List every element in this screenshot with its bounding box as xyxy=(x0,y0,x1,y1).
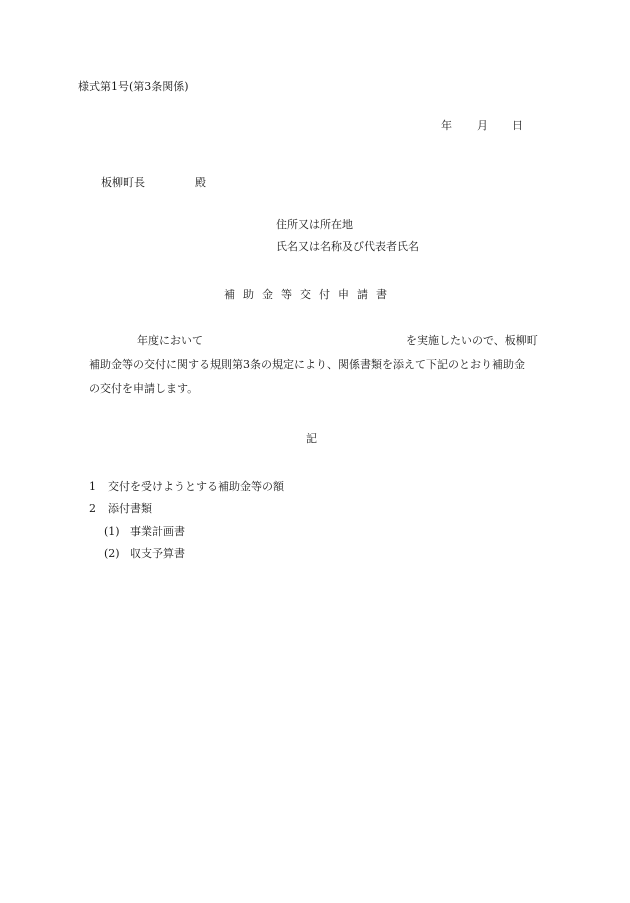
applicant-name-label: 氏名又は名称及び代表者氏名 xyxy=(276,240,419,253)
document-title: 補助金等交付申請書 xyxy=(224,288,395,301)
form-number: 様式第1号(第3条関係) xyxy=(78,80,189,93)
body-line3: の交付を申請します。 xyxy=(89,382,199,395)
sub-item-text: 事業計画書 xyxy=(130,525,185,538)
body-line1-end: を実施したいので、板柳町 xyxy=(406,334,538,347)
sub-item-number: (1) xyxy=(104,525,120,538)
sub-item-number: (2) xyxy=(104,547,120,560)
date-year: 年 xyxy=(441,119,452,132)
addressee-name: 板柳町長 xyxy=(101,176,145,189)
list-item-text: 交付を受けようとする補助金等の額 xyxy=(108,480,284,493)
list-item-text: 添付書類 xyxy=(108,502,152,515)
body-line1-start: 年度において xyxy=(137,334,203,347)
applicant-address-label: 住所又は所在地 xyxy=(276,218,353,231)
list-item-number: 2 xyxy=(89,502,96,515)
list-item-number: 1 xyxy=(89,480,96,493)
sub-item-text: 収支予算書 xyxy=(130,547,185,560)
body-line2: 補助金等の交付に関する規則第3条の規定により、関係書類を添えて下記のとおり補助金 xyxy=(89,358,525,371)
date-month: 月 xyxy=(477,119,488,132)
addressee-honorific: 殿 xyxy=(195,176,206,189)
date-day: 日 xyxy=(512,119,523,132)
ki-heading: 記 xyxy=(306,432,317,445)
